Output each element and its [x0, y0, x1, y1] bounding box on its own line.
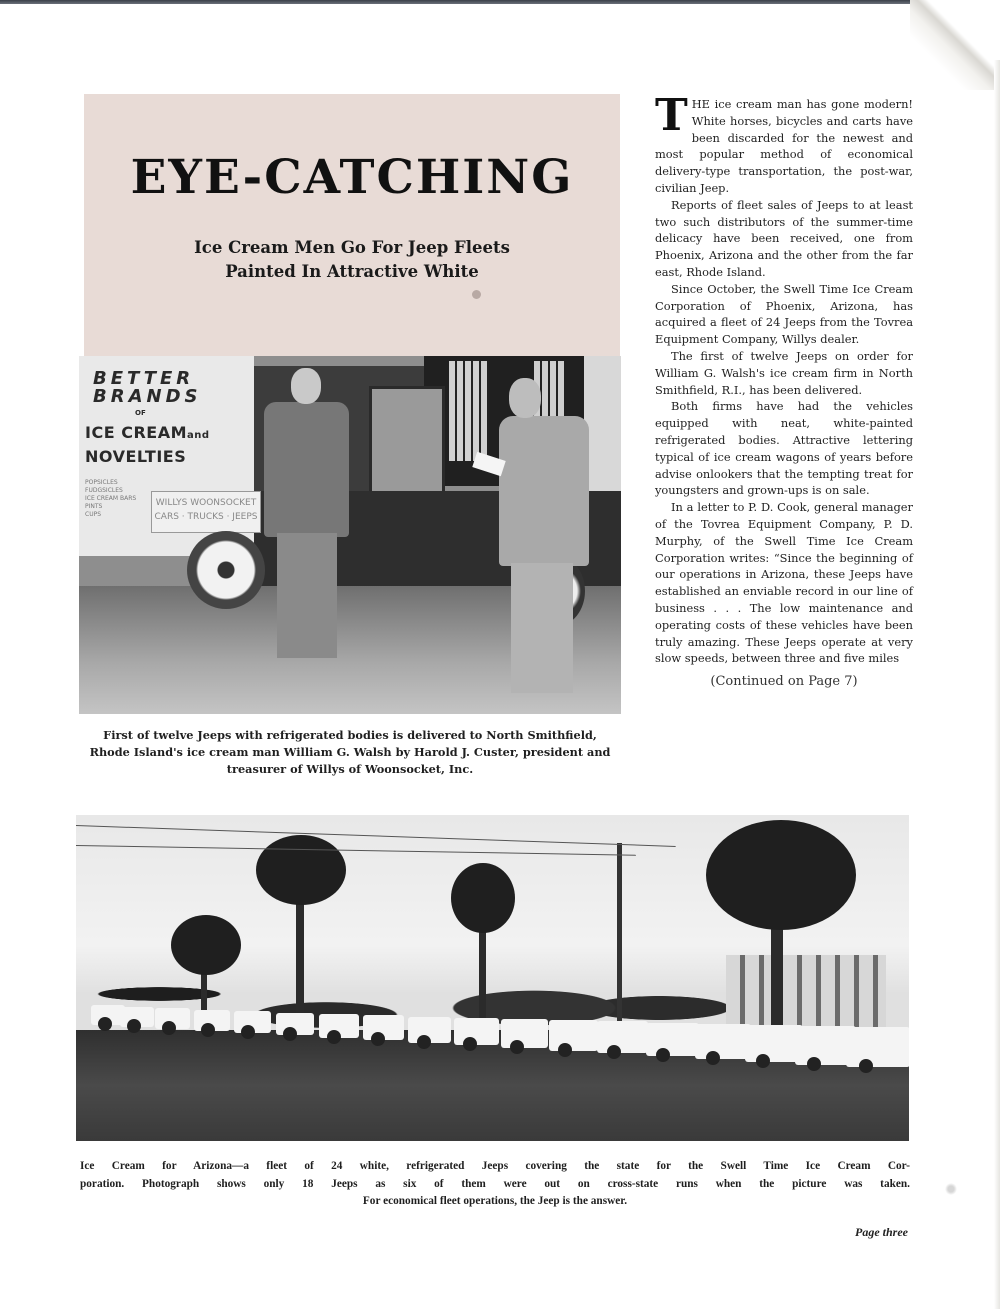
sign-item: CUPS [85, 511, 102, 518]
man-left [259, 368, 354, 668]
headline: EYE-CATCHING [130, 150, 574, 205]
white-jeep [194, 1010, 230, 1031]
white-jeep [549, 1020, 598, 1050]
white-jeep [597, 1021, 648, 1053]
continued-link: (Continued on Page 7) [710, 674, 858, 690]
photo2-caption-line-2: poration. Photograph shows only 18 Jeeps as six of them were out on cross-state runs when the picture was taken. [80, 1177, 910, 1190]
plate-line-2: CARS · TRUCKS · JEEPS [154, 512, 258, 522]
subhead-line-1: Ice Cream Men Go For Jeep Fleets [194, 238, 510, 257]
sign-and-text: and [187, 430, 210, 441]
white-jeep [276, 1013, 314, 1036]
article-paragraph [655, 90, 913, 197]
paper-smudge [472, 290, 481, 299]
article-paragraph: Both firms have had the vehicles equipped with neat, white-painted refrigerated bodies. Attractive lettering typical of ice cream wagons of years before advise onlookers that the tempting treat for youngsters and grown-ups is on sale. [655, 399, 913, 498]
man-right-legs [511, 563, 573, 693]
man-right-suit [499, 416, 589, 566]
sign-item: PINTS [85, 503, 103, 510]
photo2-caption-line-1: Ice Cream for Arizona—a fleet of 24 white, refrigerated Jeeps covering the state for the Swell Time Ice Cream Cor- [80, 1160, 910, 1172]
photo-jeep-fleet [76, 815, 909, 1141]
sign-line-better: BETTER [93, 368, 195, 389]
white-jeep [695, 1024, 751, 1059]
man-right [499, 378, 599, 698]
page-curl [910, 0, 1000, 90]
dealer-plate [151, 491, 261, 533]
white-jeep [319, 1014, 359, 1038]
white-jeep [120, 1007, 154, 1027]
sign-item: POPSICLES [85, 479, 118, 486]
photo2-caption-line-3: For economical fleet operations, the Jeep is the answer. [362, 1195, 628, 1207]
white-jeep [846, 1027, 909, 1068]
white-jeep [234, 1011, 271, 1033]
utility-pole [617, 843, 622, 1043]
sign-ice-cream-text: ICE CREAM [85, 423, 187, 442]
white-jeep [646, 1023, 700, 1056]
palm-crown [256, 835, 346, 905]
sign-line-ice-cream [85, 425, 245, 441]
scan-edge [0, 0, 1000, 4]
photo-jeep-delivery [79, 356, 621, 714]
white-jeep [501, 1019, 548, 1048]
article-paragraph: The first of twelve Jeeps on order for William G. Walsh's ice cream firm in North Smithfield, R.I., has been delivered. [655, 348, 913, 397]
palm-crown [706, 820, 856, 930]
sign-line-of: OF [135, 409, 146, 417]
jeep-wheel [187, 531, 265, 609]
palm-crown [171, 915, 241, 975]
page-number: Page three [855, 1225, 908, 1239]
white-jeep [155, 1008, 190, 1028]
article-column [655, 90, 913, 691]
palm-crown [451, 863, 515, 933]
subhead [84, 236, 620, 284]
sign-item: FUDGSICLES [85, 487, 123, 494]
man-left-legs [277, 533, 337, 658]
sign-line-novelties: NOVELTIES [85, 447, 187, 466]
page-edge-shadow [994, 60, 1000, 1309]
paper-speck [942, 1180, 960, 1198]
subhead-line-2: Painted In Attractive White [225, 262, 479, 281]
article-paragraph-text: HE ice cream man has gone modern! White horses, bicycles and carts have been discarded for the newest and most popular method of economical delivery-type transportation, the post-war, civilian Jeep. [655, 97, 913, 195]
article-paragraph: In a letter to P. D. Cook, general manager of the Tovrea Equipment Company, P. D. Murphy, of the Swell Time Ice Cream Corporation writes: “Since the beginning of our operations in Arizona, these Jeeps have established an enviable record in our line of business . . . The low maintenance and operating costs of these vehicles have been truly amazing. These Jeeps operate at very slow speeds, between three and five miles [655, 500, 913, 666]
plate-line-1: WILLYS WOONSOCKET [155, 498, 257, 508]
sign-item: ICE CREAM BARS [85, 495, 137, 502]
article-paragraph: Reports of fleet sales of Jeeps to at least two such distributors of the summer-time delicacy have been received, one from Phoenix, Arizona and the other from the far east, Rhode Island. [655, 197, 913, 279]
photo2-caption [80, 1158, 910, 1211]
photo1-caption: First of twelve Jeeps with refrigerated bodies is delivered to North Smithfield, Rhode Island's ice cream man William G. Walsh by Harold J. Custer, president and treasurer of Willys of Woonsocket, Inc. [89, 728, 611, 776]
man-left-head [291, 368, 321, 404]
drop-cap: T [655, 90, 688, 141]
article-paragraph: Since October, the Swell Time Ice Cream Corporation of Phoenix, Arizona, has acquired a fleet of 24 Jeeps from the Tovrea Equipment Company, Willys dealer. [655, 281, 913, 347]
white-jeep [408, 1017, 451, 1043]
man-left-suit [264, 402, 349, 537]
sign-line-brands: BRANDS [93, 386, 202, 407]
white-jeep [454, 1018, 499, 1045]
man-right-head [509, 378, 541, 418]
photo-window [449, 361, 489, 461]
title-block [84, 94, 620, 356]
overhead-wire [76, 845, 636, 856]
overhead-wire [76, 825, 676, 847]
white-jeep [363, 1015, 404, 1040]
